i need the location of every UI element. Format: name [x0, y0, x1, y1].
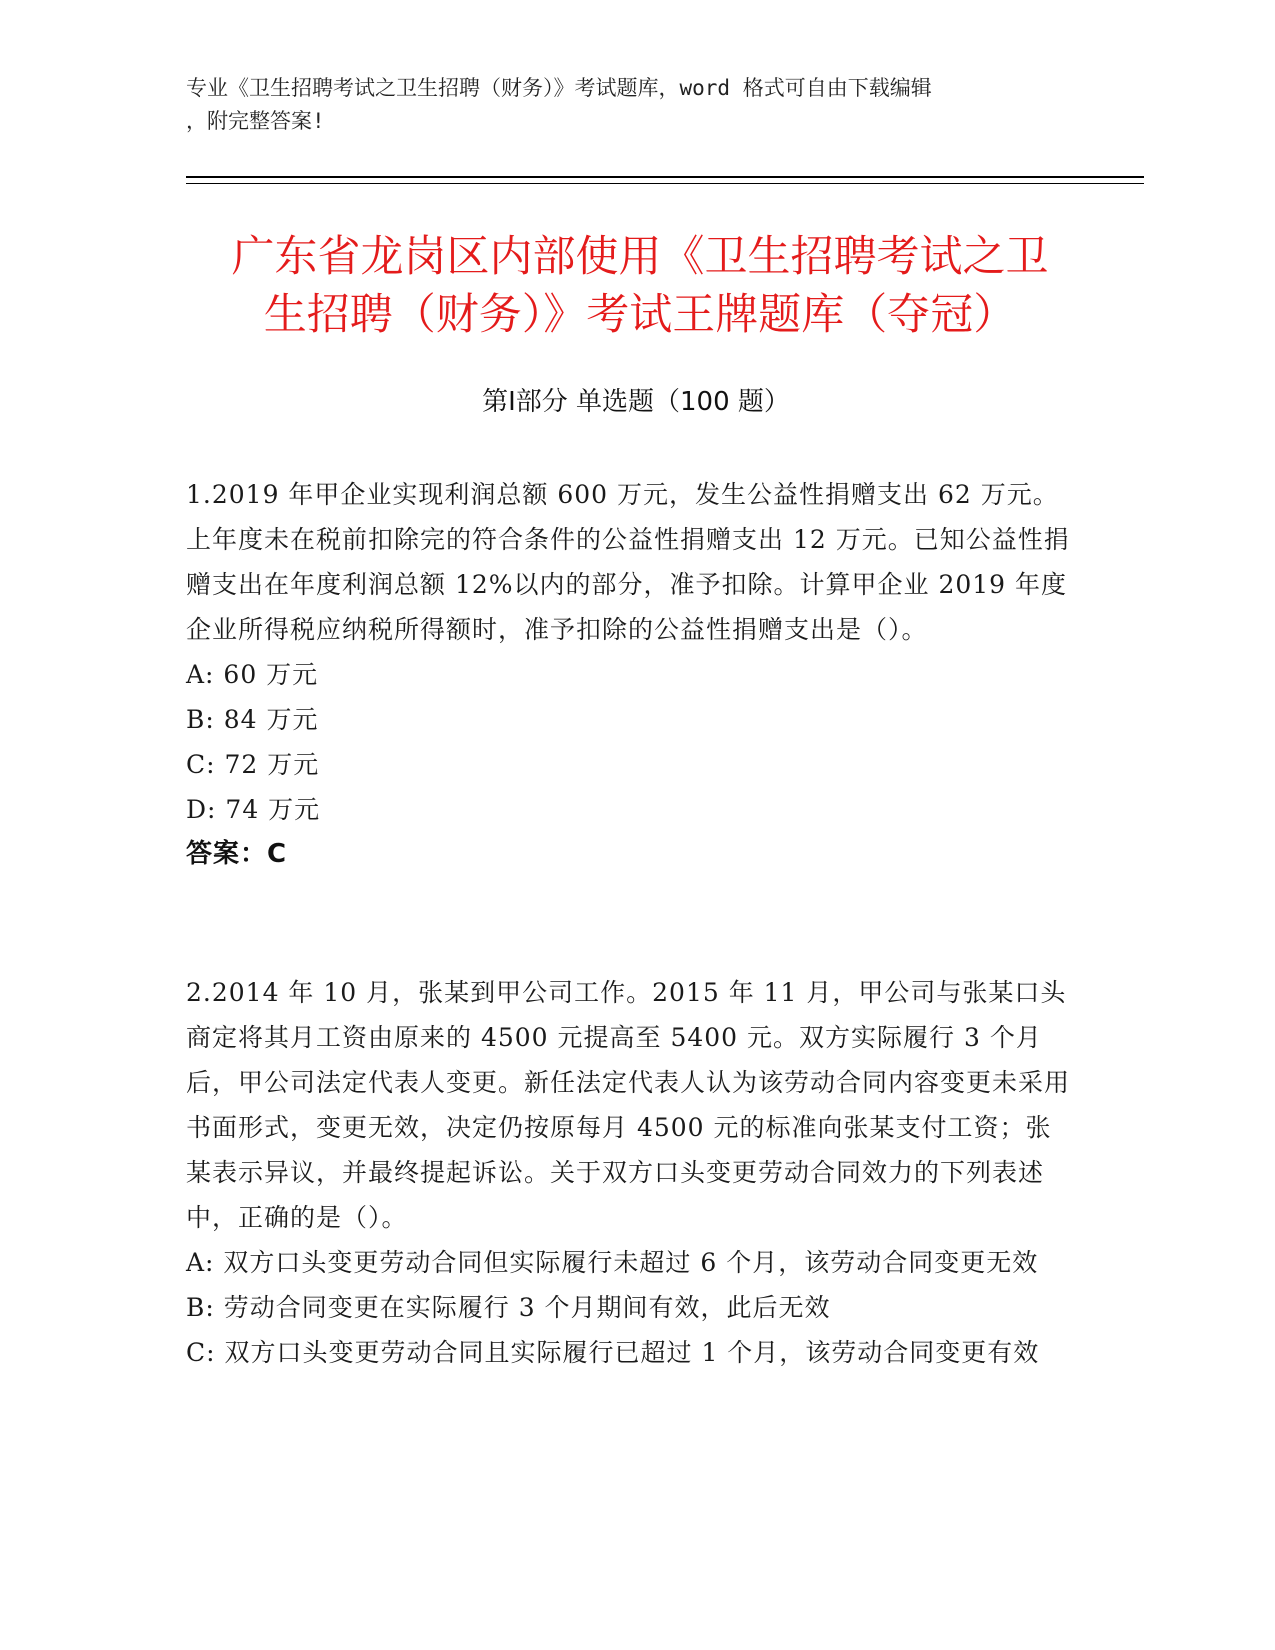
answer: 答案：C [186, 839, 288, 869]
option-c: C: 双方口头变更劳动合同且实际履行已超过 1 个月，该劳动合同变更有效 [186, 1338, 1040, 1367]
header-line-1: 专业《卫生招聘考试之卫生招聘（财务）》考试题库，word 格式可自由下载编辑 [186, 76, 932, 100]
section-title: 第Ⅰ部分 单选题（100 题） [482, 387, 790, 417]
question-stem: 2.2014 年 10 月，张某到甲公司工作。2015 年 11 月，甲公司与张某口头商定将其月工资由原来的 4500 元提高至 5400 元。双方实际履行 3 个月后，甲公司法定代表人变更。新任法定代表人认为该劳动合同内容变更未采用书面形式，变更无效，决定仍按原每月 4500 元的标准向张某支付工资；张某表示异议，并最终提起诉讼。关于双方口头变更劳动合同效力的下列表述中，正确的是（）。 [186, 978, 1071, 1232]
option-c: C: 72 万元 [186, 750, 320, 779]
option-b: B: 84 万元 [186, 705, 319, 734]
option-a: A: 双方口头变更劳动合同但实际履行未超过 6 个月，该劳动合同变更无效 [186, 1248, 1039, 1277]
title-line-2: 生招聘（财务）》考试王牌题库（夺冠） [263, 290, 1017, 340]
question-stem: 1.2019 年甲企业实现利润总额 600 万元，发生公益性捐赠支出 62 万元。上年度未在税前扣除完的符合条件的公益性捐赠支出 12 万元。已知公益性捐赠支出在年度利润总额 12%以内的部分，准予扣除。计算甲企业 2019 年度企业所得税应纳税所得额时，准予扣除的公益性捐赠支出是（）。 [186, 480, 1070, 644]
option-a: A: 60 万元 [186, 660, 319, 689]
document-title [190, 228, 1090, 344]
question-2 [186, 970, 1076, 1375]
option-d: D: 74 万元 [186, 795, 321, 824]
page-header [186, 72, 1066, 138]
question-1 [186, 472, 1076, 877]
title-line-1: 广东省龙岗区内部使用《卫生招聘考试之卫 [231, 232, 1049, 282]
option-b: B: 劳动合同变更在实际履行 3 个月期间有效，此后无效 [186, 1293, 831, 1322]
header-rule-thick [186, 176, 1144, 178]
header-line-2: ，附完整答案! [186, 109, 325, 133]
header-rule-thin [186, 183, 1144, 184]
